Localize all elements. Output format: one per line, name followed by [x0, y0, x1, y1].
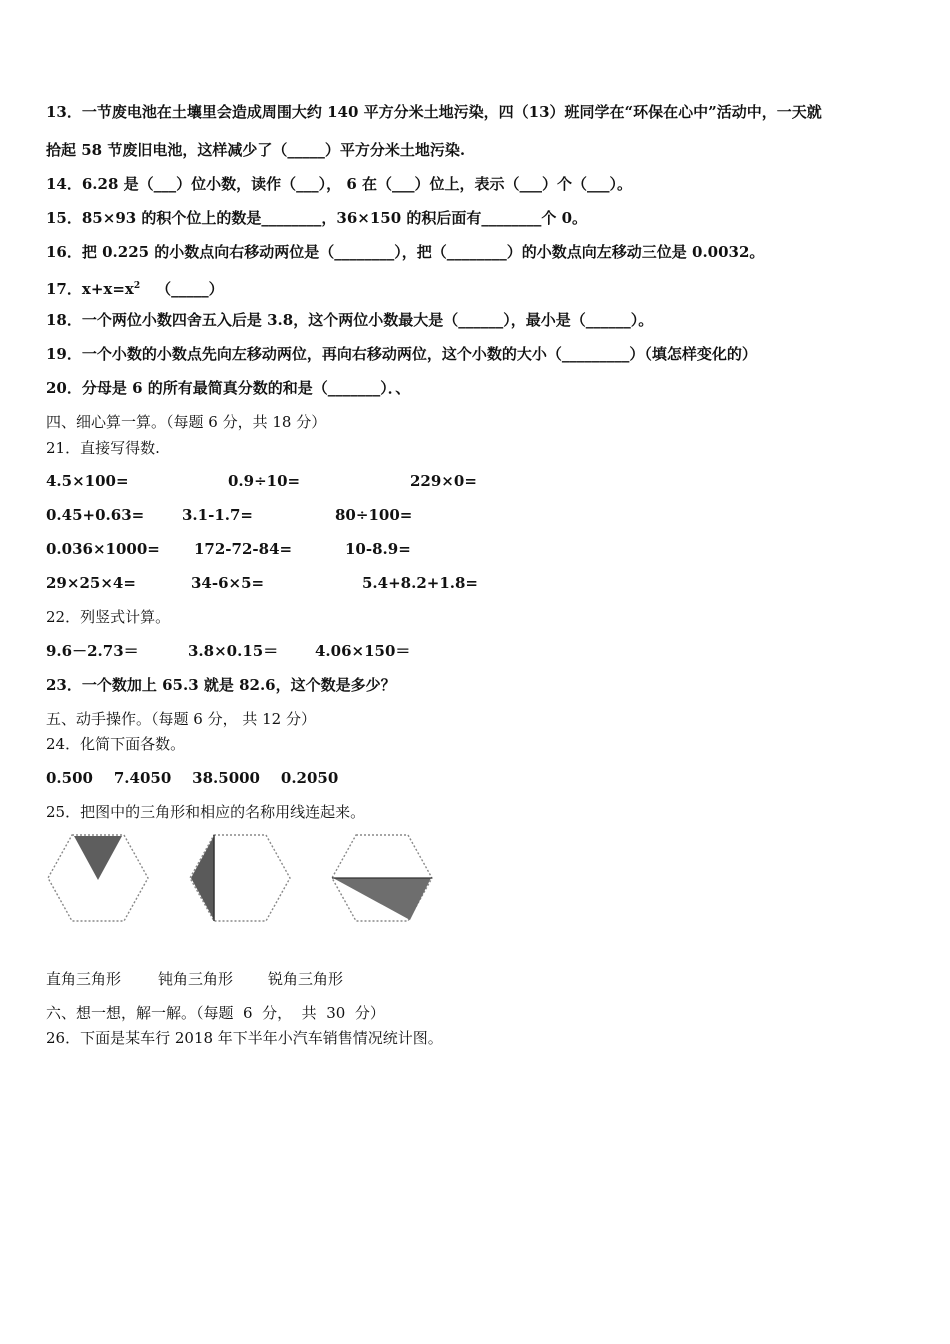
calc-item: 5.4+8.2+1.8= — [362, 574, 478, 592]
calc-item: 3.1-1.7= — [182, 506, 253, 524]
question-13-line-2: 拾起 58 节废旧电池，这样减少了（_____）平方分米土地污染. — [46, 141, 466, 159]
shaded-triangle — [74, 836, 122, 880]
question-24-numbers: 0.500 7.4050 38.5000 0.2050 — [46, 769, 339, 787]
hexagon-figure-3 — [330, 832, 434, 924]
question-23: 23．一个数加上 65.3 就是 82.6，这个数是多少？ — [46, 676, 396, 694]
question-15: 15．85×93 的积个位上的数是________，36×150 的积后面有________个 0。 — [46, 209, 588, 227]
calc-item: 172-72-84= — [194, 540, 293, 558]
question-18: 18．一个两位小数四舍五入后是 3.8，这个两位小数最大是（______），最小是（______）。 — [46, 311, 654, 329]
question-24: 24．化简下面各数。 — [46, 735, 186, 753]
section-4-heading: 四、细心算一算。（每题 6 分，共 18 分） — [46, 413, 327, 431]
vertical-calc-item: 9.6－2.73＝ — [46, 642, 139, 660]
question-22: 22．列竖式计算。 — [46, 608, 171, 626]
question-26: 26．下面是某车行 2018 年下半年小汽车销售情况统计图。 — [46, 1029, 443, 1047]
question-19: 19．一个小数的小数点先向左移动两位，再向右移动两位，这个小数的大小（_________）（填怎样变化的） — [46, 345, 757, 363]
calc-item: 80÷100= — [335, 506, 413, 524]
question-13-line-1: 13．一节废电池在土壤里会造成周围大约 140 平方分米土地污染，四（13）班同学在“环保在心中”活动中，一天就 — [46, 103, 822, 121]
question-16: 16．把 0.225 的小数点向右移动两位是（________），把（________）的小数点向左移动三位是 0.0032。 — [46, 243, 765, 261]
hexagon-figure-2 — [188, 832, 292, 924]
vertical-calc-item: 4.06×150＝ — [315, 642, 411, 660]
triangle-name-right: 直角三角形 — [46, 970, 122, 988]
question-14: 14．6.28 是（___）位小数，读作（___）， 6 在（___）位上，表示（___）个（___）。 — [46, 175, 633, 193]
calc-item: 34-6×5= — [191, 574, 265, 592]
calc-item: 0.9÷10= — [228, 472, 301, 490]
question-17 — [46, 276, 224, 299]
calc-item: 0.45+0.63= — [46, 506, 145, 524]
calc-item: 10-8.9= — [345, 540, 411, 558]
calc-item: 29×25×4= — [46, 574, 136, 592]
section-5-heading: 五、动手操作。（每题 6 分， 共 12 分） — [46, 710, 316, 728]
calc-item: 0.036×1000= — [46, 540, 160, 558]
vertical-calc-item: 3.8×0.15＝ — [188, 642, 279, 660]
triangle-name-obtuse: 钝角三角形 — [158, 970, 234, 988]
section-6-heading: 六、想一想，解一解。（每题 6 分， 共 30 分） — [46, 1004, 385, 1022]
calc-item: 229×0= — [410, 472, 477, 490]
question-17-prefix: 17．x+x=x — [46, 280, 134, 298]
question-21: 21．直接写得数. — [46, 439, 160, 457]
shaded-triangle — [191, 836, 214, 920]
shaded-triangle — [333, 878, 431, 920]
question-25: 25．把图中的三角形和相应的名称用线连起来。 — [46, 803, 366, 821]
calc-item: 4.5×100= — [46, 472, 129, 490]
question-17-suffix: （_____） — [156, 280, 224, 298]
question-20: 20．分母是 6 的所有最简真分数的和是（_______）．、 — [46, 379, 411, 397]
hexagon-figure-1 — [46, 832, 150, 924]
triangle-name-acute: 锐角三角形 — [268, 970, 344, 988]
question-17-superscript: 2 — [133, 281, 141, 291]
